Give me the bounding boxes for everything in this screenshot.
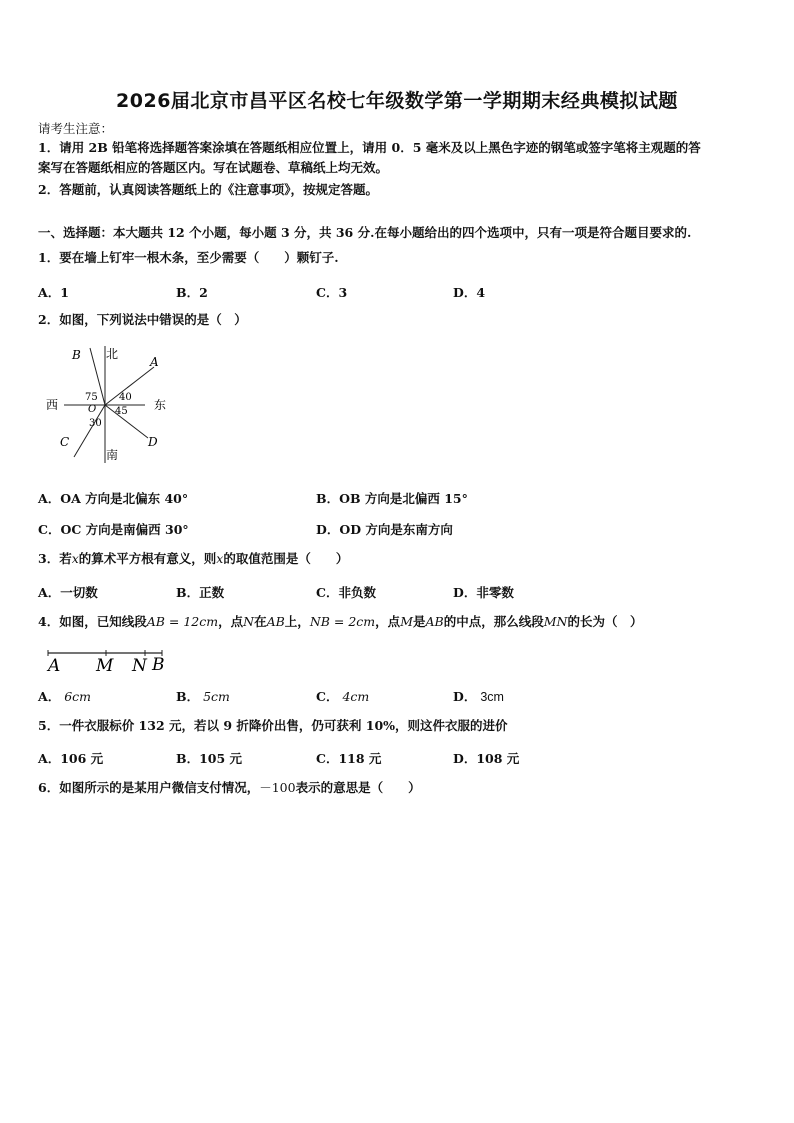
question-3-option-c: C．非负数	[316, 585, 376, 600]
question-5-option-d: D．108 元	[453, 751, 520, 766]
question-1-option-c: C．3	[316, 285, 348, 300]
question-1-option-d: D．4	[453, 285, 486, 300]
question-4-option-c	[316, 687, 369, 705]
page-title: 2026届北京市昌平区名校七年级数学第一学期期末经典模拟试题	[116, 90, 678, 112]
q3-var-1: x	[71, 551, 79, 566]
q4-math-n: N	[243, 614, 255, 629]
question-4-option-a	[38, 687, 91, 705]
section-heading: 一、选择题：本大题共 12 个小题，每小题 3 分，共 36 分.在每小题给出的四个选项中，只有一项是符合题目要求的.	[38, 225, 692, 240]
question-4-option-d	[453, 687, 504, 705]
label-a: A	[48, 656, 61, 676]
label-n: N	[132, 656, 147, 676]
question-3-stem	[38, 551, 348, 567]
q6-value: －100	[259, 780, 296, 795]
q4-math-ab: AB	[266, 614, 285, 629]
q4-text-b: ，点	[218, 614, 244, 629]
q4-option-c-label: C．	[316, 689, 339, 704]
q4-text-e: ，点	[375, 614, 401, 629]
question-2-option-b: B．OB 方向是北偏西 15°	[316, 491, 468, 506]
question-2-option-d: D．OD 方向是东南方向	[316, 522, 453, 537]
question-5-option-b: B．105 元	[176, 751, 243, 766]
q4-option-b-value: 5cm	[203, 689, 230, 704]
q4-text-g: 的中点，那么线段	[443, 614, 544, 629]
notice-item-1-line-1: 1．请用 2B 铅笔将选择题答案涂填在答题纸相应位置上，请用 0．5 毫米及以上黑色字迹的钢笔或签字笔将主观题的答	[38, 140, 701, 155]
q4-text-h: 的长为（ ）	[567, 614, 643, 629]
q4-option-d-value: 3cm	[480, 690, 504, 704]
question-1-option-b: B．2	[176, 285, 208, 300]
point-c-label: C	[60, 435, 70, 449]
notice-heading: 请考生注意：	[38, 121, 114, 136]
q4-option-c-value: 4cm	[342, 689, 370, 704]
question-4-stem	[38, 614, 643, 630]
label-m: M	[96, 656, 114, 676]
point-d-label: D	[148, 435, 158, 449]
q4-math-m: M	[400, 614, 413, 629]
point-a-label: A	[150, 355, 159, 369]
question-3-option-b: B．正数	[176, 585, 225, 600]
q4-option-b-label: B．	[176, 689, 200, 704]
south-label: 南	[106, 448, 119, 462]
question-2-stem: 2．如图，下列说法中错误的是（ ）	[38, 312, 247, 327]
question-3-option-d: D．非零数	[453, 585, 514, 600]
q4-text-c: 在	[254, 614, 267, 629]
question-1-option-a: A．1	[38, 285, 69, 300]
west-label: 西	[46, 398, 59, 412]
q3-text-post: 的取值范围是（ ）	[223, 551, 349, 566]
q4-option-d-label: D．	[453, 689, 477, 704]
east-label: 东	[154, 398, 167, 412]
q4-option-a-label: A．	[38, 689, 61, 704]
point-o-label: O	[88, 404, 97, 415]
north-label: 北	[106, 347, 119, 361]
point-b-label: B	[72, 348, 81, 362]
question-4-option-b	[176, 687, 230, 705]
compass-figure	[40, 342, 180, 466]
q4-math-nb-length: NB = 2cm	[309, 614, 376, 629]
question-2-option-c: C．OC 方向是南偏西 30°	[38, 522, 189, 537]
q4-math-ab-2: AB	[425, 614, 444, 629]
q4-math-mn: MN	[543, 614, 568, 629]
q3-var-2: x	[216, 551, 224, 566]
angle-d-label: 45	[115, 406, 128, 417]
question-5-option-a: A．106 元	[38, 751, 104, 766]
angle-b-label: 75	[85, 392, 98, 403]
notice-item-2: 2．答题前，认真阅读答题纸上的《注意事项》，按规定答题。	[38, 182, 378, 197]
question-5-option-c: C．118 元	[316, 751, 382, 766]
q3-text-mid: 的算术平方根有意义，则	[78, 551, 217, 566]
segment-figure	[40, 643, 180, 677]
question-3-option-a: A．一切数	[38, 585, 98, 600]
question-6-stem	[38, 780, 421, 796]
angle-c-label: 30	[89, 418, 102, 429]
q4-text-f: 是	[413, 614, 426, 629]
label-b: B	[152, 655, 165, 675]
q3-text-pre: 3．若	[38, 551, 72, 566]
q4-text-a: 4．如图，已知线段	[38, 614, 147, 629]
q4-math-ab-length: AB = 12cm	[146, 614, 219, 629]
question-5-stem: 5．一件衣服标价 132 元，若以 9 折降价出售，仍可获利 10%，则这件衣服的进价	[38, 718, 508, 733]
q6-text-pre: 6．如图所示的是某用户微信支付情况，	[38, 780, 260, 795]
question-2-option-a: A．OA 方向是北偏东 40°	[38, 491, 189, 506]
notice-item-1-line-2: 案写在答题纸相应的答题区内。写在试题卷、草稿纸上均无效。	[38, 160, 389, 175]
q4-text-d: 上，	[284, 614, 310, 629]
question-1-stem: 1．要在墙上钉牢一根木条，至少需要（ ）颗钉子.	[38, 250, 339, 265]
angle-a-label: 40	[119, 392, 132, 403]
q4-option-a-value: 6cm	[64, 689, 91, 704]
q6-text-post: 表示的意思是（ ）	[295, 780, 421, 795]
